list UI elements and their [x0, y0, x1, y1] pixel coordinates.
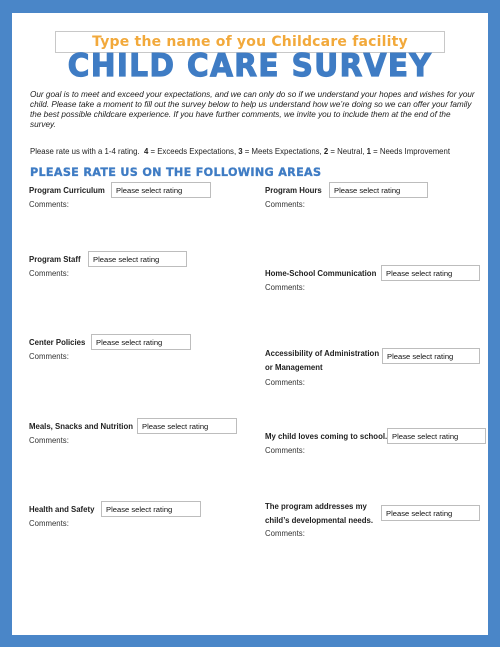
rating-select-developmental-needs[interactable]: Please select rating [381, 505, 480, 521]
rating-3-text: = Meets Expectations, [242, 147, 324, 156]
rating-select-meals[interactable]: Please select rating [137, 418, 237, 434]
rating-select-program-curriculum[interactable]: Please select rating [111, 182, 211, 198]
rating-3: 3 [238, 147, 243, 156]
rating-4: 4 [144, 147, 149, 156]
question-health-safety: Health and Safety [29, 505, 95, 514]
facility-name-field[interactable]: Type the name of you Childcare facility [55, 31, 445, 53]
question-developmental-needs [265, 500, 373, 528]
rating-select-program-hours[interactable]: Please select rating [329, 182, 428, 198]
rating-4-text: = Exceeds Expectations, [148, 147, 239, 156]
comments-label: Comments: [29, 519, 69, 528]
rating-select-program-staff[interactable]: Please select rating [88, 251, 187, 267]
rating-select-health-safety[interactable]: Please select rating [101, 501, 201, 517]
comments-label: Comments: [265, 446, 305, 455]
rating-1: 1 [366, 147, 371, 156]
rating-2: 2 [323, 147, 329, 156]
comments-label: Comments: [29, 269, 69, 278]
question-developmental-line2: child’s developmental needs. [265, 516, 374, 525]
question-program-curriculum: Program Curriculum [29, 186, 105, 195]
comments-label: Comments: [265, 283, 305, 292]
question-program-hours: Program Hours [265, 186, 322, 195]
comments-label: Comments: [265, 200, 305, 209]
comments-label: Comments: [29, 352, 69, 361]
question-meals: Meals, Snacks and Nutrition [29, 422, 133, 431]
question-developmental-line1: The program addresses my [265, 502, 367, 511]
rating-1-text: = Needs Improvement [370, 147, 451, 156]
question-child-loves-school: My child loves coming to school. [265, 432, 388, 441]
comments-label: Comments: [29, 436, 69, 445]
comments-label: Comments: [265, 529, 305, 538]
question-center-policies: Center Policies [29, 338, 86, 347]
comments-label: Comments: [265, 378, 305, 387]
comments-label: Comments: [29, 200, 69, 209]
question-home-school: Home-School Communication [265, 269, 377, 278]
rating-select-accessibility[interactable]: Please select rating [382, 348, 480, 364]
section-title: PLEASE RATE US ON THE FOLLOWING AREAS [30, 166, 322, 179]
page-title: CHILD CARE SURVEY [67, 48, 433, 84]
question-accessibility-line2: or Management [265, 363, 323, 372]
rating-2-text: = Neutral, [328, 147, 367, 156]
survey-page [12, 13, 488, 635]
rating-select-center-policies[interactable]: Please select rating [91, 334, 191, 350]
intro-text: Our goal is to meet and exceed your expectations, and we can only do so if we understand your hopes and wishes for your child. Please take a moment to fill out the survey below to help us understand how we’re doing so we can offer your family the best possible childcare experience. If you have further comments, we invite you to include them at the end of the survey. [30, 90, 475, 129]
question-accessibility [265, 347, 379, 375]
rating-scale-lead: Please rate us with a 1-4 rating. [30, 147, 140, 156]
question-program-staff: Program Staff [29, 255, 81, 264]
rating-select-home-school[interactable]: Please select rating [381, 265, 480, 281]
rating-scale [30, 147, 476, 156]
rating-select-child-loves-school[interactable]: Please select rating [387, 428, 486, 444]
question-accessibility-line1: Accessibility of Administration [265, 349, 380, 358]
